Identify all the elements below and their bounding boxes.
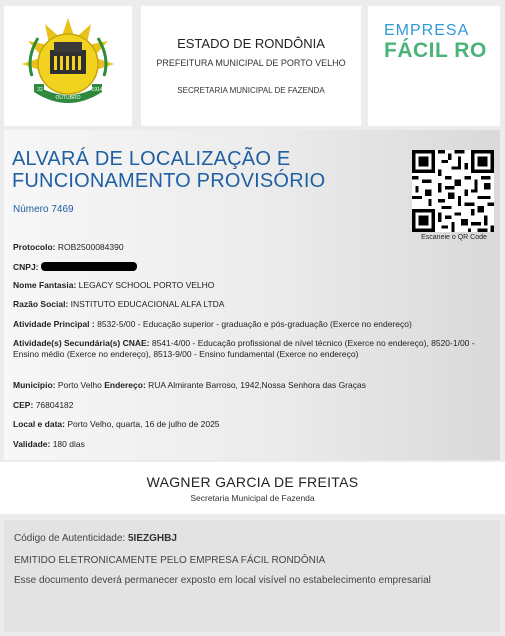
field-protocolo — [13, 242, 124, 253]
secretaria-name: SECRETARIA MUNICIPAL DE FAZENDA — [177, 86, 325, 95]
razao-value: INSTITUTO EDUCACIONAL ALFA LTDA — [70, 299, 225, 309]
cnpj-redaction — [41, 262, 137, 271]
field-atividade-principal — [13, 319, 493, 330]
authenticity-footer — [4, 520, 500, 632]
cnpj-label: CNPJ: — [13, 262, 39, 272]
field-cnpj — [13, 262, 137, 273]
qr-caption: Escaneie o QR Code — [421, 234, 487, 241]
fantasia-label: Nome Fantasia: — [13, 280, 77, 290]
brand-logo-top: EMPRESA — [384, 22, 470, 39]
local-label: Local e data: — [13, 419, 65, 429]
validade-value: 180 dias — [52, 439, 85, 449]
field-validade — [13, 439, 85, 450]
municipio-value: Porto Velho — [57, 380, 102, 390]
brand-logo-cell — [368, 6, 500, 126]
field-cep — [13, 400, 74, 411]
auth-line — [14, 533, 492, 545]
field-municipio-endereco — [13, 380, 493, 391]
permit-number: Número 7469 — [13, 204, 74, 215]
signatory-role: Secretaria Municipal de Fazenda — [190, 493, 315, 503]
header-title-cell — [141, 6, 361, 126]
atividade-label: Atividade Principal : — [13, 319, 95, 329]
protocolo-value: ROB2500084390 — [57, 242, 124, 252]
display-notice: Esse documento deverá permanecer exposto em local visível no estabelecimento empresarial — [14, 575, 431, 586]
prefeitura-name: PREFEITURA MUNICIPAL DE PORTO VELHO — [156, 58, 346, 68]
signature-block — [0, 462, 505, 514]
emitido-text: EMITIDO ELETRONICAMENTE PELO EMPRESA FÁCIL RONDÔNIA — [14, 555, 326, 566]
crest-banner-text: OUTUBRO — [55, 95, 81, 101]
crest-right-year: 1914 — [91, 87, 103, 93]
local-value: Porto Velho, quarta, 16 de julho de 2025 — [67, 419, 220, 429]
protocolo-label: Protocolo: — [13, 242, 56, 252]
brand-logo-bottom: FÁCIL RO — [384, 39, 487, 62]
endereco-label: Endereço: — [104, 380, 146, 390]
crest-left-year: 22 — [37, 87, 43, 93]
auth-code[interactable]: 5IEZGHBJ — [127, 533, 177, 544]
secundaria-value: 8541-4/00 - Educação profissional de nível técnico (Exerce no endereço), 8520-1/00 - Ensino médio (Exerce no endereço), 8513-9/00 - Ensino fundamental (Exerce no endereço) — [13, 338, 475, 359]
field-atividade-secundaria — [13, 338, 491, 360]
secundaria-label: Atividade(s) Secundária(s) CNAE: — [13, 338, 150, 348]
municipal-crest-icon — [4, 6, 132, 126]
field-nome-fantasia — [13, 280, 214, 291]
cep-value: 76804182 — [35, 400, 74, 410]
validade-label: Validade: — [13, 439, 51, 449]
endereco-value: RUA Almirante Barroso, 1942,Nossa Senhora das Graças — [148, 380, 366, 390]
signatory-name: WAGNER GARCIA DE FREITAS — [146, 474, 359, 490]
cep-label: CEP: — [13, 400, 34, 410]
municipio-label: Município: — [13, 380, 56, 390]
auth-label: Código de Autenticidade: — [14, 533, 126, 544]
qr-code-icon[interactable] — [412, 150, 494, 232]
permit-body — [4, 130, 500, 460]
field-razao-social — [13, 299, 224, 310]
razao-label: Razão Social: — [13, 299, 69, 309]
permit-title: ALVARÁ DE LOCALIZAÇÃO E FUNCIONAMENTO PROVISÓRIO — [12, 148, 326, 192]
atividade-value: 8532-5/00 - Educação superior - graduação e pós-graduação (Exerce no endereço) — [97, 319, 412, 329]
crest-logo-cell — [4, 6, 132, 126]
state-name: ESTADO DE RONDÔNIA — [177, 36, 325, 51]
field-local-data — [13, 419, 220, 430]
fantasia-value: LEGACY SCHOOL PORTO VELHO — [78, 280, 215, 290]
